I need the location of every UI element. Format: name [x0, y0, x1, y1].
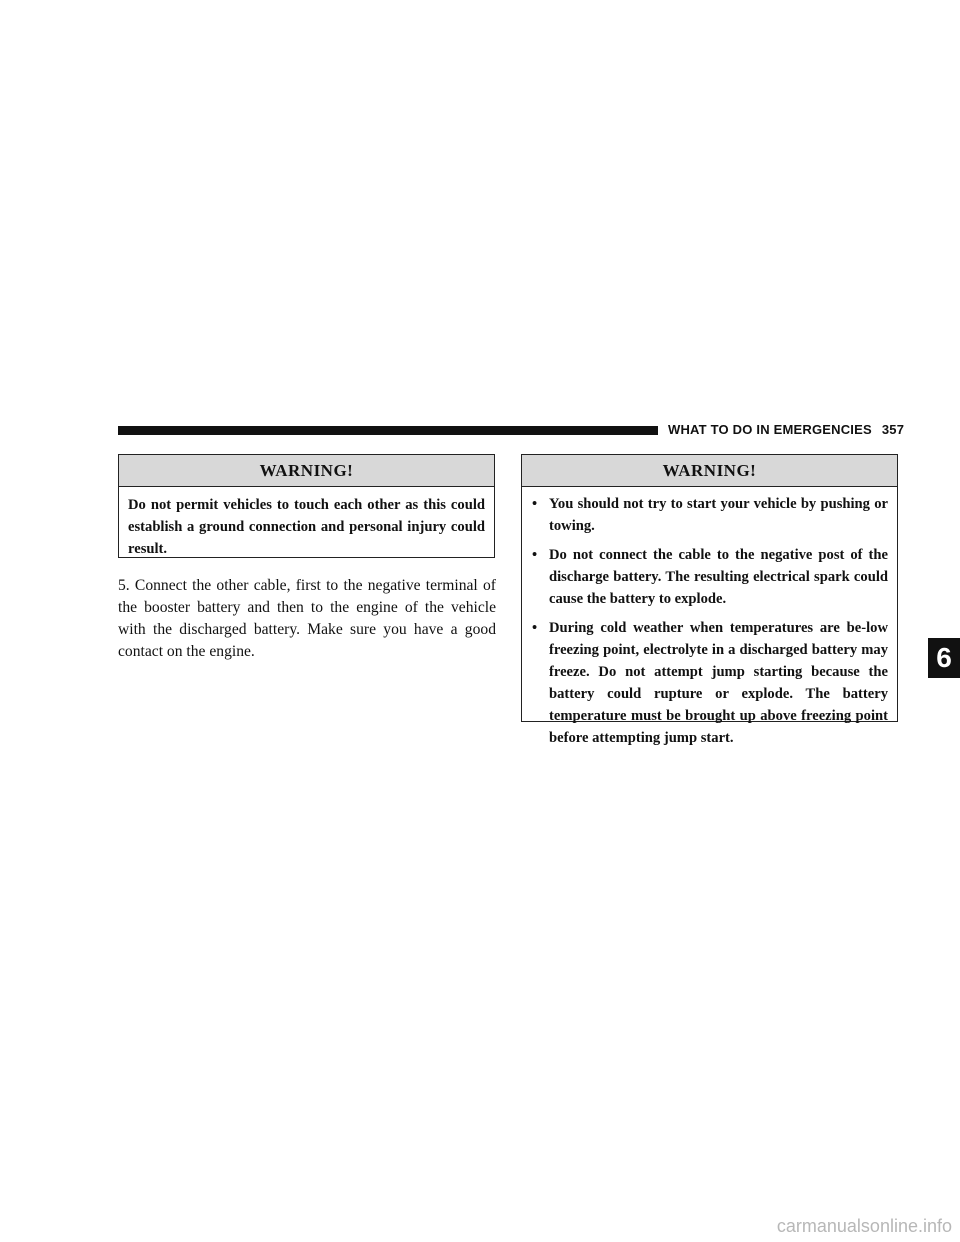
chapter-tab: 6: [928, 638, 960, 678]
bullet-icon: •: [532, 496, 538, 512]
warning-item-text: Do not connect the cable to the negative post of the discharge battery. The resulting electrical spark could cause the battery to explode.: [549, 547, 888, 607]
bullet-icon: •: [532, 620, 538, 636]
warning-box-right: [521, 454, 898, 746]
warning-item-text: You should not try to start your vehicle by pushing or towing.: [549, 496, 888, 534]
warning-list-item: [528, 617, 888, 749]
bullet-icon: •: [532, 547, 538, 563]
warning-title: WARNING!: [522, 455, 897, 487]
warning-box-left: [118, 454, 495, 558]
warning-title: WARNING!: [119, 455, 494, 487]
watermark: carmanualsonline.info: [776, 1216, 952, 1236]
section-title: WHAT TO DO IN EMERGENCIES: [668, 422, 872, 437]
warning-text: Do not permit vehicles to touch each other as this could establish a ground connection and personal injury could result.: [128, 497, 485, 557]
warning-item-text: During cold weather when temperatures are be-low freezing point, electrolyte in a discharged battery may freeze. Do not attempt jump starting because the battery could rupture or explode. The battery temperature must be brought up above freezing point before attempting jump start.: [549, 620, 888, 746]
warning-list-item: [528, 493, 888, 537]
body-paragraph: 5. Connect the other cable, first to the negative terminal of the booster battery and then to the engine of the vehicle with the discharged battery. Make sure you have a good contact on the engine.: [118, 577, 496, 660]
page-number: 357: [881, 422, 905, 437]
warning-list: [522, 487, 897, 749]
running-header: [668, 422, 904, 437]
header-rule: [118, 426, 658, 435]
warning-list-item: [528, 544, 888, 610]
